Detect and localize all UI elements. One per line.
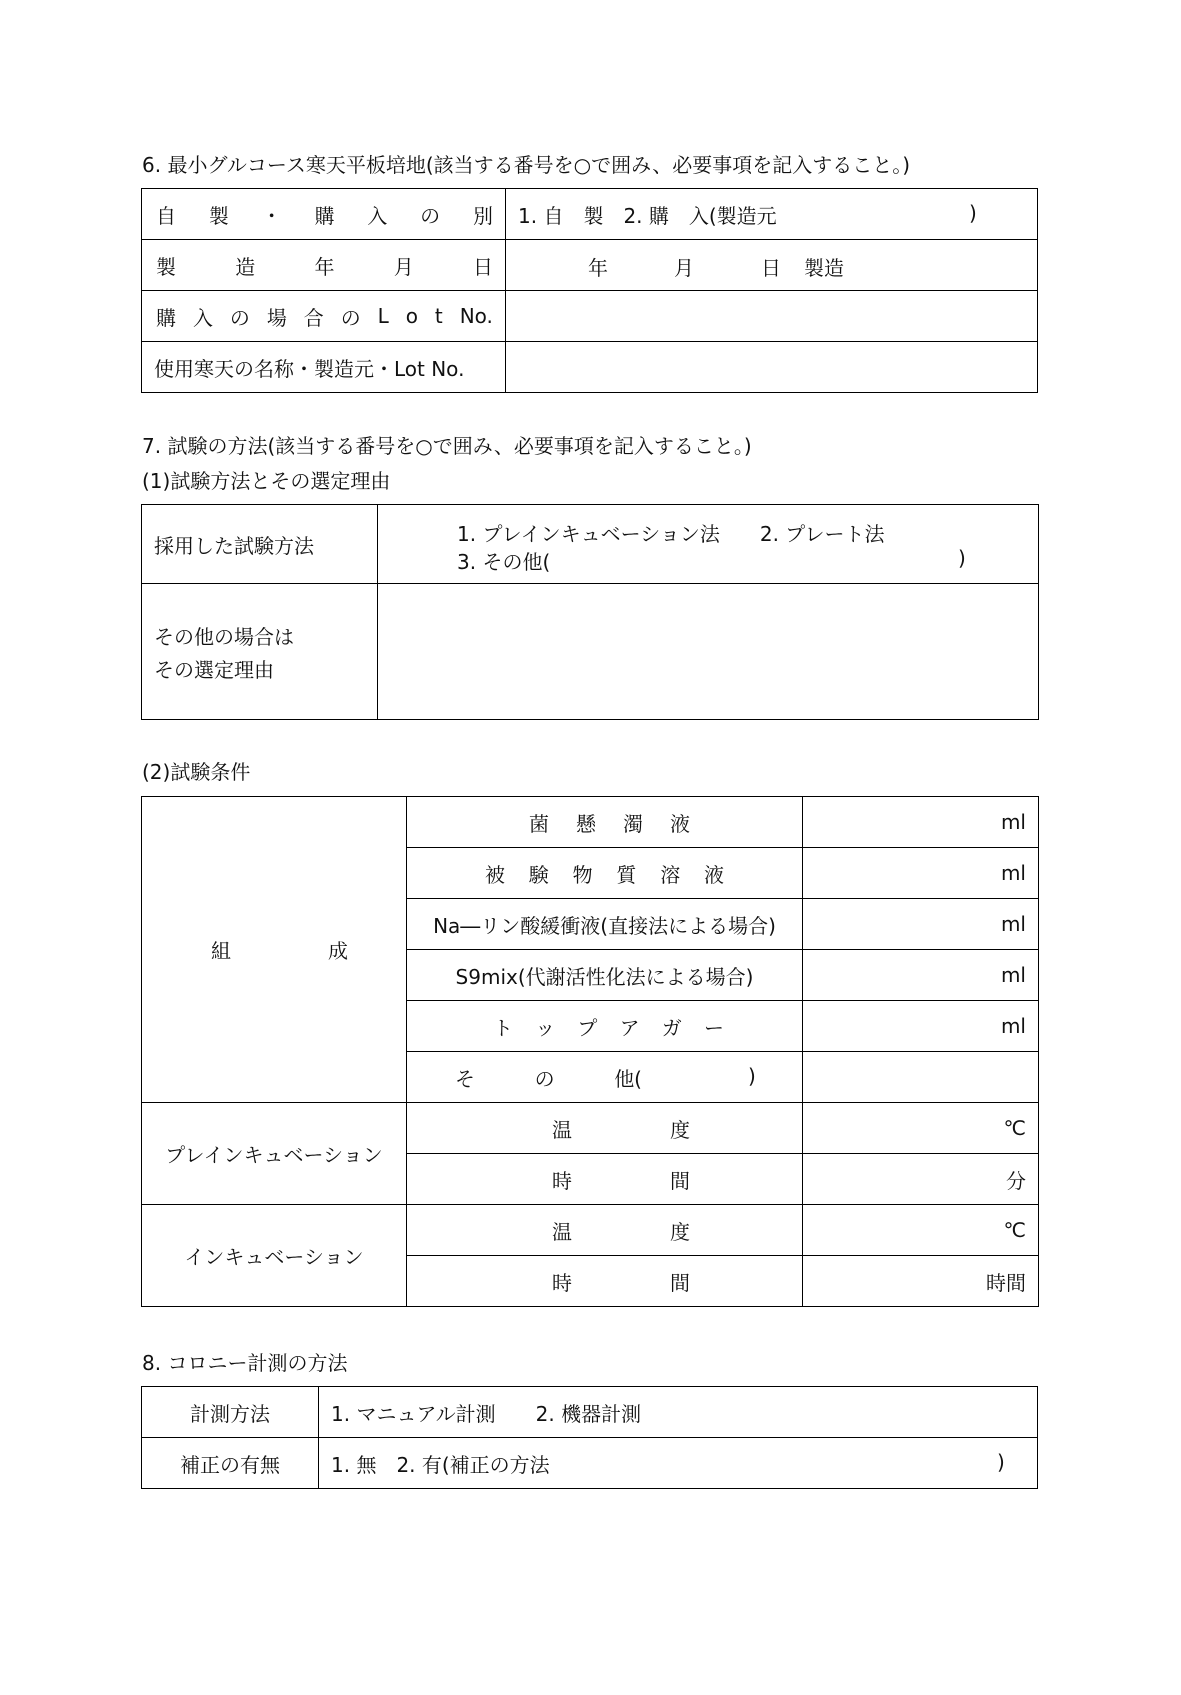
- row-preincubation-temperature: 温 度: [407, 1103, 803, 1154]
- section-7-1-heading: (1)試験方法とその選定理由: [142, 469, 391, 493]
- colony-count-table: [141, 1386, 1038, 1489]
- label-adopted-method: 採用した試験方法: [142, 505, 378, 584]
- input-test-substance-solution[interactable]: ml: [803, 848, 1039, 899]
- label-composition: 組 成: [142, 797, 407, 1103]
- label-cell: [142, 291, 506, 342]
- section-8-heading: 8. コロニー計測の方法: [142, 1351, 348, 1375]
- test-method-table: [141, 504, 1039, 720]
- label-correction: 補正の有無: [142, 1438, 319, 1489]
- input-top-agar[interactable]: ml: [803, 1001, 1039, 1052]
- value-selection-reason[interactable]: [378, 584, 1039, 720]
- label-counting-method: 計測方法: [142, 1387, 319, 1438]
- row-incubation-time: 時 間: [407, 1256, 803, 1307]
- label-cell: [142, 240, 506, 291]
- value-agar-name-maker-lot[interactable]: [506, 342, 1038, 393]
- label-preincubation: プレインキュベーション: [142, 1103, 407, 1205]
- row-phosphate-buffer: Na―リン酸緩衝液(直接法による場合): [407, 899, 803, 950]
- input-phosphate-buffer[interactable]: ml: [803, 899, 1039, 950]
- label-agar-name-maker-lot: 使用寒天の名称・製造元・Lot No.: [142, 342, 506, 393]
- label-cell: [142, 189, 506, 240]
- input-other-composition[interactable]: [803, 1052, 1039, 1103]
- value-counting-method[interactable]: 1. マニュアル計測 2. 機器計測: [319, 1387, 1038, 1438]
- row-other-composition: そ の 他( ): [407, 1052, 803, 1103]
- label-lot-if-purchased: 購 入 の 場 合 の L o t No.: [156, 304, 493, 330]
- row-incubation-temperature: 温 度: [407, 1205, 803, 1256]
- row-bacterial-suspension: 菌 懸 濁 液: [407, 797, 803, 848]
- value-lot-if-purchased[interactable]: [506, 291, 1038, 342]
- section-7-heading: 7. 試験の方法(該当する番号を○で囲み、必要事項を記入すること。): [142, 434, 752, 458]
- input-s9mix[interactable]: ml: [803, 950, 1039, 1001]
- input-preincubation-temperature[interactable]: ℃: [803, 1103, 1039, 1154]
- section-6-heading: 6. 最小グルコース寒天平板培地(該当する番号を○で囲み、必要事項を記入すること。): [142, 153, 911, 177]
- label-manufacture-date: 製 造 年 月 日: [156, 254, 493, 279]
- label-incubation: インキュベーション: [142, 1205, 407, 1307]
- input-bacterial-suspension[interactable]: ml: [803, 797, 1039, 848]
- value-correction[interactable]: 1. 無 2. 有(補正の方法 ): [319, 1438, 1038, 1489]
- row-test-substance-solution: 被 験 物 質 溶 液: [407, 848, 803, 899]
- row-top-agar: ト ッ プ ア ガ ー: [407, 1001, 803, 1052]
- section-7-2-heading: (2)試験条件: [142, 760, 251, 784]
- label-in-house-or-purchased: 自 製 ・ 購 入 の 別: [156, 203, 493, 228]
- input-incubation-temperature[interactable]: ℃: [803, 1205, 1039, 1256]
- input-incubation-time[interactable]: 時間: [803, 1256, 1039, 1307]
- value-in-house-or-purchased[interactable]: 1. 自 製 2. 購 入(製造元 ): [506, 189, 1038, 240]
- agar-medium-table: [141, 188, 1038, 393]
- value-manufacture-date[interactable]: 年 月 日 製造: [506, 240, 1038, 291]
- test-conditions-table: [141, 796, 1039, 1307]
- value-adopted-method[interactable]: 1. プレインキュベーション法 2. プレート法 3. その他( ): [378, 505, 1039, 584]
- row-preincubation-time: 時 間: [407, 1154, 803, 1205]
- row-s9mix: S9mix(代謝活性化法による場合): [407, 950, 803, 1001]
- input-preincubation-time[interactable]: 分: [803, 1154, 1039, 1205]
- label-selection-reason: その他の場合は その選定理由: [142, 584, 378, 720]
